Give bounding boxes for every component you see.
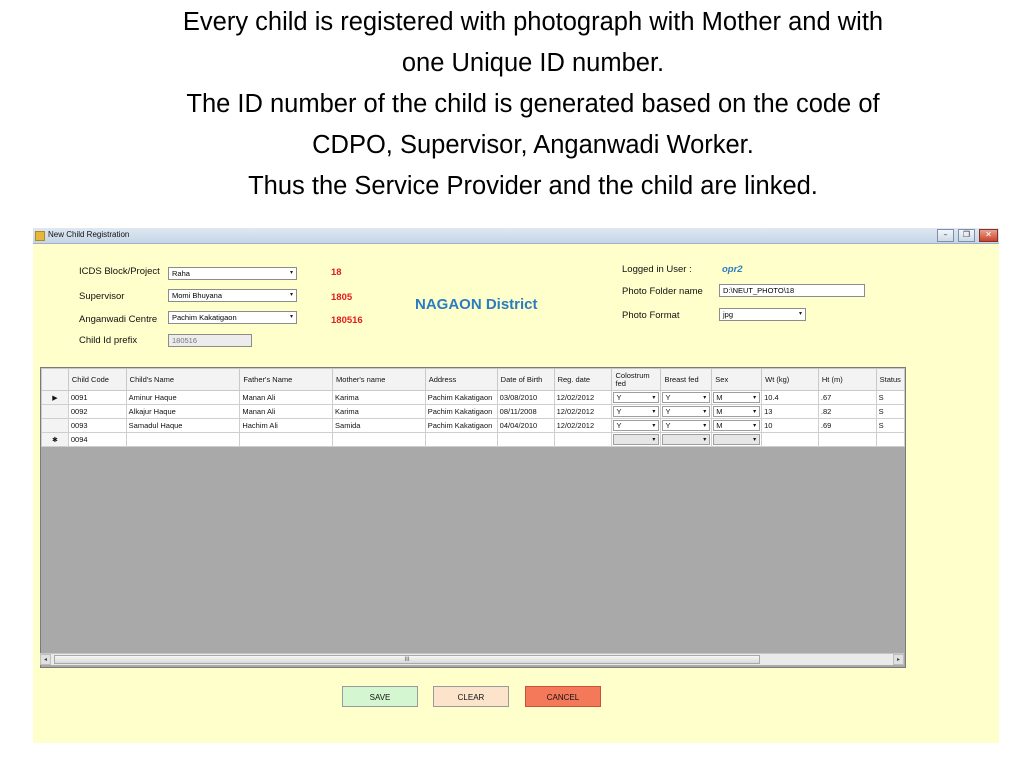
minimize-button[interactable]: – — [937, 229, 954, 242]
cell-mother-name[interactable] — [333, 433, 426, 447]
supervisor-select[interactable] — [168, 289, 297, 302]
column-header[interactable]: Child Code — [68, 369, 126, 391]
cell-weight[interactable] — [762, 433, 819, 447]
cell-date-of-birth[interactable]: 04/04/2010 — [497, 419, 554, 433]
cell-child-code[interactable]: 0092 — [68, 405, 126, 419]
cell-breast-fed[interactable] — [661, 433, 712, 447]
photo-folder-field[interactable]: D:\NEUT_PHOTO\18 — [719, 284, 865, 297]
district-heading: NAGAON District — [415, 296, 538, 313]
breast-fed-value: Y — [665, 407, 671, 416]
cell-weight[interactable]: 13 — [762, 405, 819, 419]
cell-mother-name[interactable]: Karima — [333, 391, 426, 405]
scroll-left-icon[interactable]: ◂ — [40, 654, 51, 665]
cell-status[interactable] — [876, 433, 904, 447]
sex-value: M — [716, 407, 723, 416]
cell-child-name[interactable] — [126, 433, 240, 447]
restore-button[interactable]: ❐ — [958, 229, 975, 242]
new-row-asterisk-icon[interactable]: ✱ — [42, 433, 69, 447]
child-table — [41, 368, 905, 447]
chevron-down-icon[interactable]: ▾ — [703, 395, 707, 401]
chevron-down-icon: ▾ — [289, 314, 293, 320]
cell-reg-date[interactable] — [554, 433, 612, 447]
icds-block-label: ICDS Block/Project — [79, 266, 160, 277]
app-icon — [35, 231, 45, 241]
cell-breast-fed[interactable] — [661, 391, 712, 405]
window-title: New Child Registration — [48, 230, 130, 239]
cell-date-of-birth[interactable]: 08/11/2008 — [497, 405, 554, 419]
caption-line: one Unique ID number. — [401, 49, 665, 77]
photo-format-label: Photo Format — [622, 310, 680, 321]
cell-father-name[interactable]: Manan Ali — [240, 405, 333, 419]
cell-breast-fed[interactable] — [661, 405, 712, 419]
column-header[interactable]: Date of Birth — [497, 369, 554, 391]
icds-block-value: Raha — [172, 269, 190, 278]
chevron-down-icon[interactable]: ▾ — [652, 437, 656, 443]
column-header[interactable]: Address — [425, 369, 497, 391]
caption-line: CDPO, Supervisor, Anganwadi Worker. — [312, 131, 754, 159]
cell-status[interactable]: S — [876, 419, 904, 433]
row-header[interactable] — [42, 419, 69, 433]
cancel-button[interactable]: CANCEL — [525, 686, 601, 707]
cell-mother-name[interactable]: Karima — [333, 405, 426, 419]
caption-line: Thus the Service Provider and the child are linked. — [248, 172, 818, 200]
child-data-grid — [40, 367, 906, 668]
supervisor-code: 1805 — [331, 292, 353, 303]
sex-select[interactable] — [713, 392, 760, 403]
colostrum-select[interactable] — [613, 406, 659, 417]
sex-value: M — [716, 393, 723, 402]
chevron-down-icon: ▾ — [289, 292, 293, 298]
cell-colostrum-fed[interactable] — [612, 405, 661, 419]
anganwadi-centre-code: 180516 — [331, 315, 363, 326]
current-row-indicator-icon[interactable]: ▶ — [42, 391, 69, 405]
close-button[interactable]: ✕ — [979, 229, 998, 242]
chevron-down-icon[interactable]: ▾ — [652, 395, 656, 401]
save-button[interactable]: SAVE — [342, 686, 418, 707]
chevron-down-icon: ▾ — [798, 311, 802, 317]
cell-child-code[interactable]: 0093 — [68, 419, 126, 433]
column-header[interactable]: Mother's name — [333, 369, 426, 391]
cell-colostrum-fed[interactable] — [612, 419, 661, 433]
cell-colostrum-fed[interactable] — [612, 433, 661, 447]
chevron-down-icon: ▾ — [289, 270, 293, 276]
horizontal-scrollbar[interactable] — [40, 653, 904, 665]
chevron-down-icon[interactable]: ▾ — [652, 423, 656, 429]
cell-child-name[interactable]: Aminur Haque — [126, 391, 240, 405]
cell-status[interactable]: S — [876, 391, 904, 405]
colostrum-select[interactable] — [613, 420, 659, 431]
chevron-down-icon[interactable]: ▾ — [703, 437, 707, 443]
caption-line: Every child is registered with photograph with Mother and with — [182, 8, 884, 36]
cell-date-of-birth[interactable] — [497, 433, 554, 447]
cell-father-name[interactable] — [240, 433, 333, 447]
colostrum-select[interactable] — [613, 434, 659, 445]
column-header[interactable]: Colostrum fed — [612, 369, 661, 391]
cell-sex[interactable] — [712, 419, 762, 433]
cell-colostrum-fed[interactable] — [612, 391, 661, 405]
column-header[interactable]: Wt (kg) — [762, 369, 819, 391]
colostrum-value: Y — [616, 407, 622, 416]
anganwadi-centre-label: Anganwadi Centre — [79, 314, 158, 325]
cell-address[interactable]: Pachim Kakatigaon — [425, 391, 497, 405]
photo-format-value: jpg — [723, 310, 734, 319]
column-header[interactable]: Status — [876, 369, 904, 391]
cell-address[interactable] — [425, 433, 497, 447]
scroll-right-icon[interactable]: ▸ — [893, 654, 904, 665]
logged-in-user-label: Logged in User : — [622, 264, 692, 275]
cell-status[interactable]: S — [876, 405, 904, 419]
cell-address[interactable]: Pachim Kakatigaon — [425, 419, 497, 433]
supervisor-value: Momi Bhuyana — [172, 291, 223, 300]
table-row[interactable] — [42, 405, 905, 419]
column-header[interactable]: Child's Name — [126, 369, 240, 391]
cell-child-code[interactable]: 0091 — [68, 391, 126, 405]
cell-height[interactable]: .69 — [818, 419, 876, 433]
sex-select[interactable] — [713, 420, 760, 431]
sex-value: M — [716, 421, 723, 430]
chevron-down-icon[interactable]: ▾ — [652, 409, 656, 415]
column-header[interactable]: Breast fed — [661, 369, 712, 391]
cell-address[interactable]: Pachim Kakatigaon — [425, 405, 497, 419]
cell-child-name[interactable]: Alkajur Haque — [126, 405, 240, 419]
cell-child-code[interactable]: 0094 — [68, 433, 126, 447]
chevron-down-icon[interactable]: ▾ — [703, 423, 707, 429]
cell-reg-date[interactable]: 12/02/2012 — [554, 391, 612, 405]
icds-block-select[interactable] — [168, 267, 297, 280]
cell-sex[interactable] — [712, 391, 762, 405]
cell-father-name[interactable]: Manan Ali — [240, 391, 333, 405]
child-id-prefix-field: 180516 — [168, 334, 252, 347]
column-header[interactable]: Reg. date — [554, 369, 612, 391]
cell-height[interactable]: .67 — [818, 391, 876, 405]
breast-fed-select[interactable] — [662, 406, 710, 417]
colostrum-value: Y — [616, 393, 622, 402]
cell-height[interactable] — [818, 433, 876, 447]
cell-sex[interactable] — [712, 405, 762, 419]
breast-fed-select[interactable] — [662, 434, 710, 445]
chevron-down-icon[interactable]: ▾ — [753, 437, 757, 443]
cell-breast-fed[interactable] — [661, 419, 712, 433]
breast-fed-select[interactable] — [662, 392, 710, 403]
supervisor-label: Supervisor — [79, 291, 125, 302]
cell-date-of-birth[interactable]: 03/08/2010 — [497, 391, 554, 405]
chevron-down-icon[interactable]: ▾ — [753, 395, 757, 401]
cell-child-name[interactable]: Samadul Haque — [126, 419, 240, 433]
caption-line: The ID number of the child is generated based on the code of — [186, 90, 880, 118]
anganwadi-centre-value: Pachim Kakatigaon — [172, 313, 237, 322]
cell-father-name[interactable]: Hachim Ali — [240, 419, 333, 433]
chevron-down-icon[interactable]: ▾ — [753, 409, 757, 415]
slide-caption — [40, 2, 1024, 207]
cell-weight[interactable]: 10 — [762, 419, 819, 433]
cell-mother-name[interactable]: Samida — [333, 419, 426, 433]
anganwadi-centre-select[interactable] — [168, 311, 297, 324]
row-header-corner — [42, 369, 69, 391]
breast-fed-value: Y — [665, 393, 671, 402]
sex-select[interactable] — [713, 434, 760, 445]
cell-reg-date[interactable]: 12/02/2012 — [554, 419, 612, 433]
window-titlebar[interactable] — [33, 228, 999, 244]
chevron-down-icon[interactable]: ▾ — [753, 423, 757, 429]
table-header-row — [42, 369, 905, 391]
cell-reg-date[interactable]: 12/02/2012 — [554, 405, 612, 419]
scroll-thumb[interactable]: III — [54, 655, 760, 664]
column-header[interactable]: Father's Name — [240, 369, 333, 391]
icds-code: 18 — [331, 267, 342, 278]
table-row[interactable] — [42, 419, 905, 433]
cell-weight[interactable]: 10.4 — [762, 391, 819, 405]
cell-sex[interactable] — [712, 433, 762, 447]
child-id-prefix-label: Child Id prefix — [79, 335, 138, 346]
breast-fed-value: Y — [665, 421, 671, 430]
colostrum-select[interactable] — [613, 392, 659, 403]
cell-height[interactable]: .82 — [818, 405, 876, 419]
clear-button[interactable]: CLEAR — [433, 686, 509, 707]
logged-in-user-value: opr2 — [722, 264, 743, 275]
sex-select[interactable] — [713, 406, 760, 417]
chevron-down-icon[interactable]: ▾ — [703, 409, 707, 415]
row-header[interactable] — [42, 405, 69, 419]
photo-format-select[interactable] — [719, 308, 806, 321]
column-header[interactable]: Ht (m) — [818, 369, 876, 391]
child-registration-window — [33, 228, 999, 743]
new-row[interactable] — [42, 433, 905, 447]
colostrum-value: Y — [616, 421, 622, 430]
breast-fed-select[interactable] — [662, 420, 710, 431]
table-row[interactable] — [42, 391, 905, 405]
photo-folder-label: Photo Folder name — [622, 286, 703, 297]
column-header[interactable]: Sex — [712, 369, 762, 391]
